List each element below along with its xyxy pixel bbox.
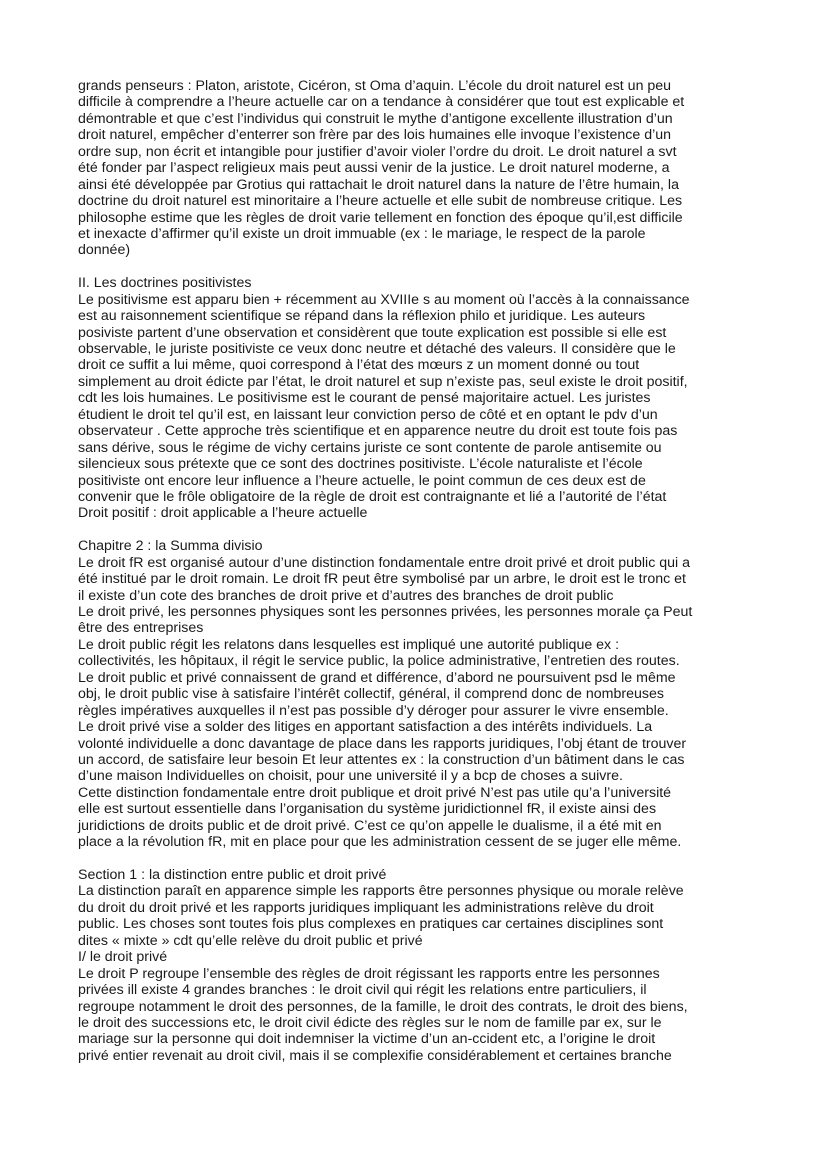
text-line: elle est surtout essentielle dans l’organisation du système juridictionnel fR, il existe ainsi des: [78, 801, 657, 818]
text-line: simplement au droit édicte par l’état, le droit naturel et sup n’existe pas, seul existe le droit positif,: [78, 373, 688, 390]
text-line: été institué par le droit romain. Le droit fR peut être symbolisé par un arbre, le droit est le tronc et: [78, 571, 686, 588]
text-line: obj, le droit public vise à satisfaire l’intérêt collectif, général, il comprend donc de nombreuses: [78, 686, 664, 703]
text-line: Le droit public régit les relatons dans lesquelles est impliqué une autorité publique ex :: [78, 636, 620, 653]
text-line: mariage sur la personne qui doit indemniser la victime d’un an-ccident etc, a l’origine le droit: [78, 1031, 656, 1048]
text-line: Le positivisme est apparu bien + récemment au XVIIIe s au moment où l’accès à la connaissance: [78, 291, 690, 308]
paragraph-spacer: [78, 259, 798, 275]
text-line: volonté individuelle a donc davantage de place dans les rapports juridiques, l’obj étant de trouver: [78, 735, 687, 752]
text-line: La distinction paraît en apparence simple les rapports être personnes physique ou morale relève: [78, 883, 684, 900]
text-line: cdt les lois humaines. Le positivisme est le courant de pensé majoritaire actuel. Les juristes: [78, 390, 651, 407]
text-line: donnée): [78, 242, 131, 259]
text-line: observateur . Cette approche très scientifique et en apparence neutre du droit est toute fois pas: [78, 423, 678, 440]
text-line: règles impératives auxquelles il n’est pas possible d’y déroger pour assurer le vivre ensemble.: [78, 702, 669, 719]
text-line: est au raisonnement scientifique se répand dans la réflexion philo et juridique. Les auteurs: [78, 308, 646, 325]
text-line: I/ le droit privé: [78, 949, 168, 966]
text-line: un accord, de satisfaire leur besoin Et leur attentes ex : la construction d’un bâtiment dans le cas: [78, 751, 685, 768]
text-line: Cette distinction fondamentale entre droit publique et droit privé N’est pas utile qu’a l’université: [78, 784, 672, 801]
text-line: le droit des successions etc, le droit civil édicte des règles sur le nom de famille par ex, sur le: [78, 1014, 662, 1031]
text-line: et inexacte d’affirmer qu’il existe un droit immuable (ex : le mariage, le respect de la parole: [78, 225, 646, 242]
text-line: d’une maison Individuelles on choisit, pour une université il y a bcp de choses a suivre.: [78, 768, 623, 785]
text-line: observable, le juriste positiviste ce veux donc neutre et détaché des valeurs. Il considère que le: [78, 341, 676, 357]
paragraph-spacer: [78, 522, 798, 538]
section-block: [78, 275, 798, 522]
text-line: du droit du droit privé et les rapports juridiques impliquant les administrations relève du droit: [78, 899, 654, 916]
text-line: dites « mixte » cdt qu’elle relève du droit public et privé: [78, 932, 423, 949]
paragraph-spacer: [78, 851, 798, 867]
text-line: ainsi été développée par Grotius qui rattachait le droit naturel dans la nature de l’être humain, la: [78, 176, 679, 193]
text-line: privées ill existe 4 grandes branches : le droit civil qui régit les relations entre particuliers, il: [78, 982, 647, 999]
text-line: public. Les choses sont toutes fois plus complexes en pratiques car certaines disciplines sont: [78, 916, 664, 933]
text-line: ordre sup, non écrit et intangible pour justifier d’avoir violer l’ordre du droit. Le droit naturel a svt: [78, 143, 677, 160]
text-line: posiviste partent d’une observation et considèrent que toute explication est possible si elle est: [78, 324, 667, 341]
text-line: difficile à comprendre a l’heure actuelle car on a tendance à considérer que tout est explicable et: [78, 94, 685, 111]
section-heading: II. Les doctrines positivistes: [78, 275, 252, 292]
text-line: Le droit public et privé connaissent de grand et différence, d’abord ne poursuivent psd le même: [78, 669, 676, 686]
text-line: silencieux sous prétexte que ce sont des doctrines positiviste. L’école naturaliste et l’école: [78, 456, 643, 473]
text-line: philosophe estime que les règles de droit varie tellement en fonction des époque qu’il,est difficile: [78, 209, 683, 226]
section-heading: Section 1 : la distinction entre public et droit privé: [78, 867, 387, 883]
text-line: être des entreprises: [78, 620, 204, 637]
text-line: Le droit privé vise a solder des litiges en apportant satisfaction a des intérêts individuels. La: [78, 719, 653, 736]
text-line: il existe d’un cote des branches de droit prive et d’autres des branches de droit public: [78, 587, 614, 604]
section-block: [78, 538, 798, 850]
text-line: convenir que le frôle obligatoire de la règle de droit est contraignante et lié a l’autorité de l’état: [78, 488, 667, 505]
text-line: collectivités, les hôpitaux, il régit le service public, la police administrative, l’entretien des routes.: [78, 653, 680, 670]
section-heading: Chapitre 2 : la Summa divisio: [78, 538, 263, 555]
text-line: droit ce suffit a lui même, quoi correspond à l’état des mœurs z un moment donné ou tout: [78, 357, 640, 374]
text-line: positiviste ont encore leur influence a l’heure actuelle, le point commun de ces deux est de: [78, 472, 646, 489]
text-line: place a la révolution fR, mit en place pour que les administration cessent de se juger elle même.: [78, 834, 682, 851]
text-line: droit naturel, empêcher d’enterrer son frère par des lois humaines elle invoque l’existence d’un: [78, 127, 672, 144]
text-line: grands penseurs : Platon, aristote, Cicéron, st Oma d’aquin. L’école du droit naturel est un peu: [78, 78, 672, 94]
text-line: privé entier revenait au droit civil, mais il se complexifie considérablement et certaines branche: [78, 1047, 672, 1064]
text-line: doctrine du droit naturel est minoritaire a l’heure actuelle et elle subit de nombreuse critique. Les: [78, 193, 683, 210]
text-line: regroupe notamment le droit des personnes, de la famille, le droit des contrats, le droit des biens,: [78, 998, 688, 1015]
section-block: [78, 78, 798, 259]
text-line: sans dérive, sous le régime de vichy certains juriste ce sont contente de parole antisemite ou: [78, 439, 662, 456]
text-line: Le droit P regroupe l’ensemble des règles de droit régissant les rapports entre les personnes: [78, 965, 660, 982]
text-line: démontrable et que c’est l’individus qui construit le mythe d’antigone excellente illustration d’un: [78, 110, 673, 127]
section-block: [78, 867, 798, 1064]
text-line: été fonder par l’aspect religieux mais peut aussi venir de la justice. Le droit naturel moderne, a: [78, 160, 670, 177]
text-line: étudient le droit tel qu’il est, en laissant leur conviction perso de côté et en optant le pdv d’un: [78, 406, 658, 423]
text-line: Droit positif : droit applicable a l’heure actuelle: [78, 505, 368, 522]
text-line: Le droit privé, les personnes physiques sont les personnes privées, les personnes morale ça Peut: [78, 604, 693, 620]
text-line: Le droit fR est organisé autour d’une distinction fondamentale entre droit privé et droit public qui a: [78, 554, 691, 571]
text-line: juridictions de droits public et de droit privé. C’est ce qu’on appelle le dualisme, il a été mit en: [78, 817, 662, 834]
document-page: [78, 78, 798, 1064]
